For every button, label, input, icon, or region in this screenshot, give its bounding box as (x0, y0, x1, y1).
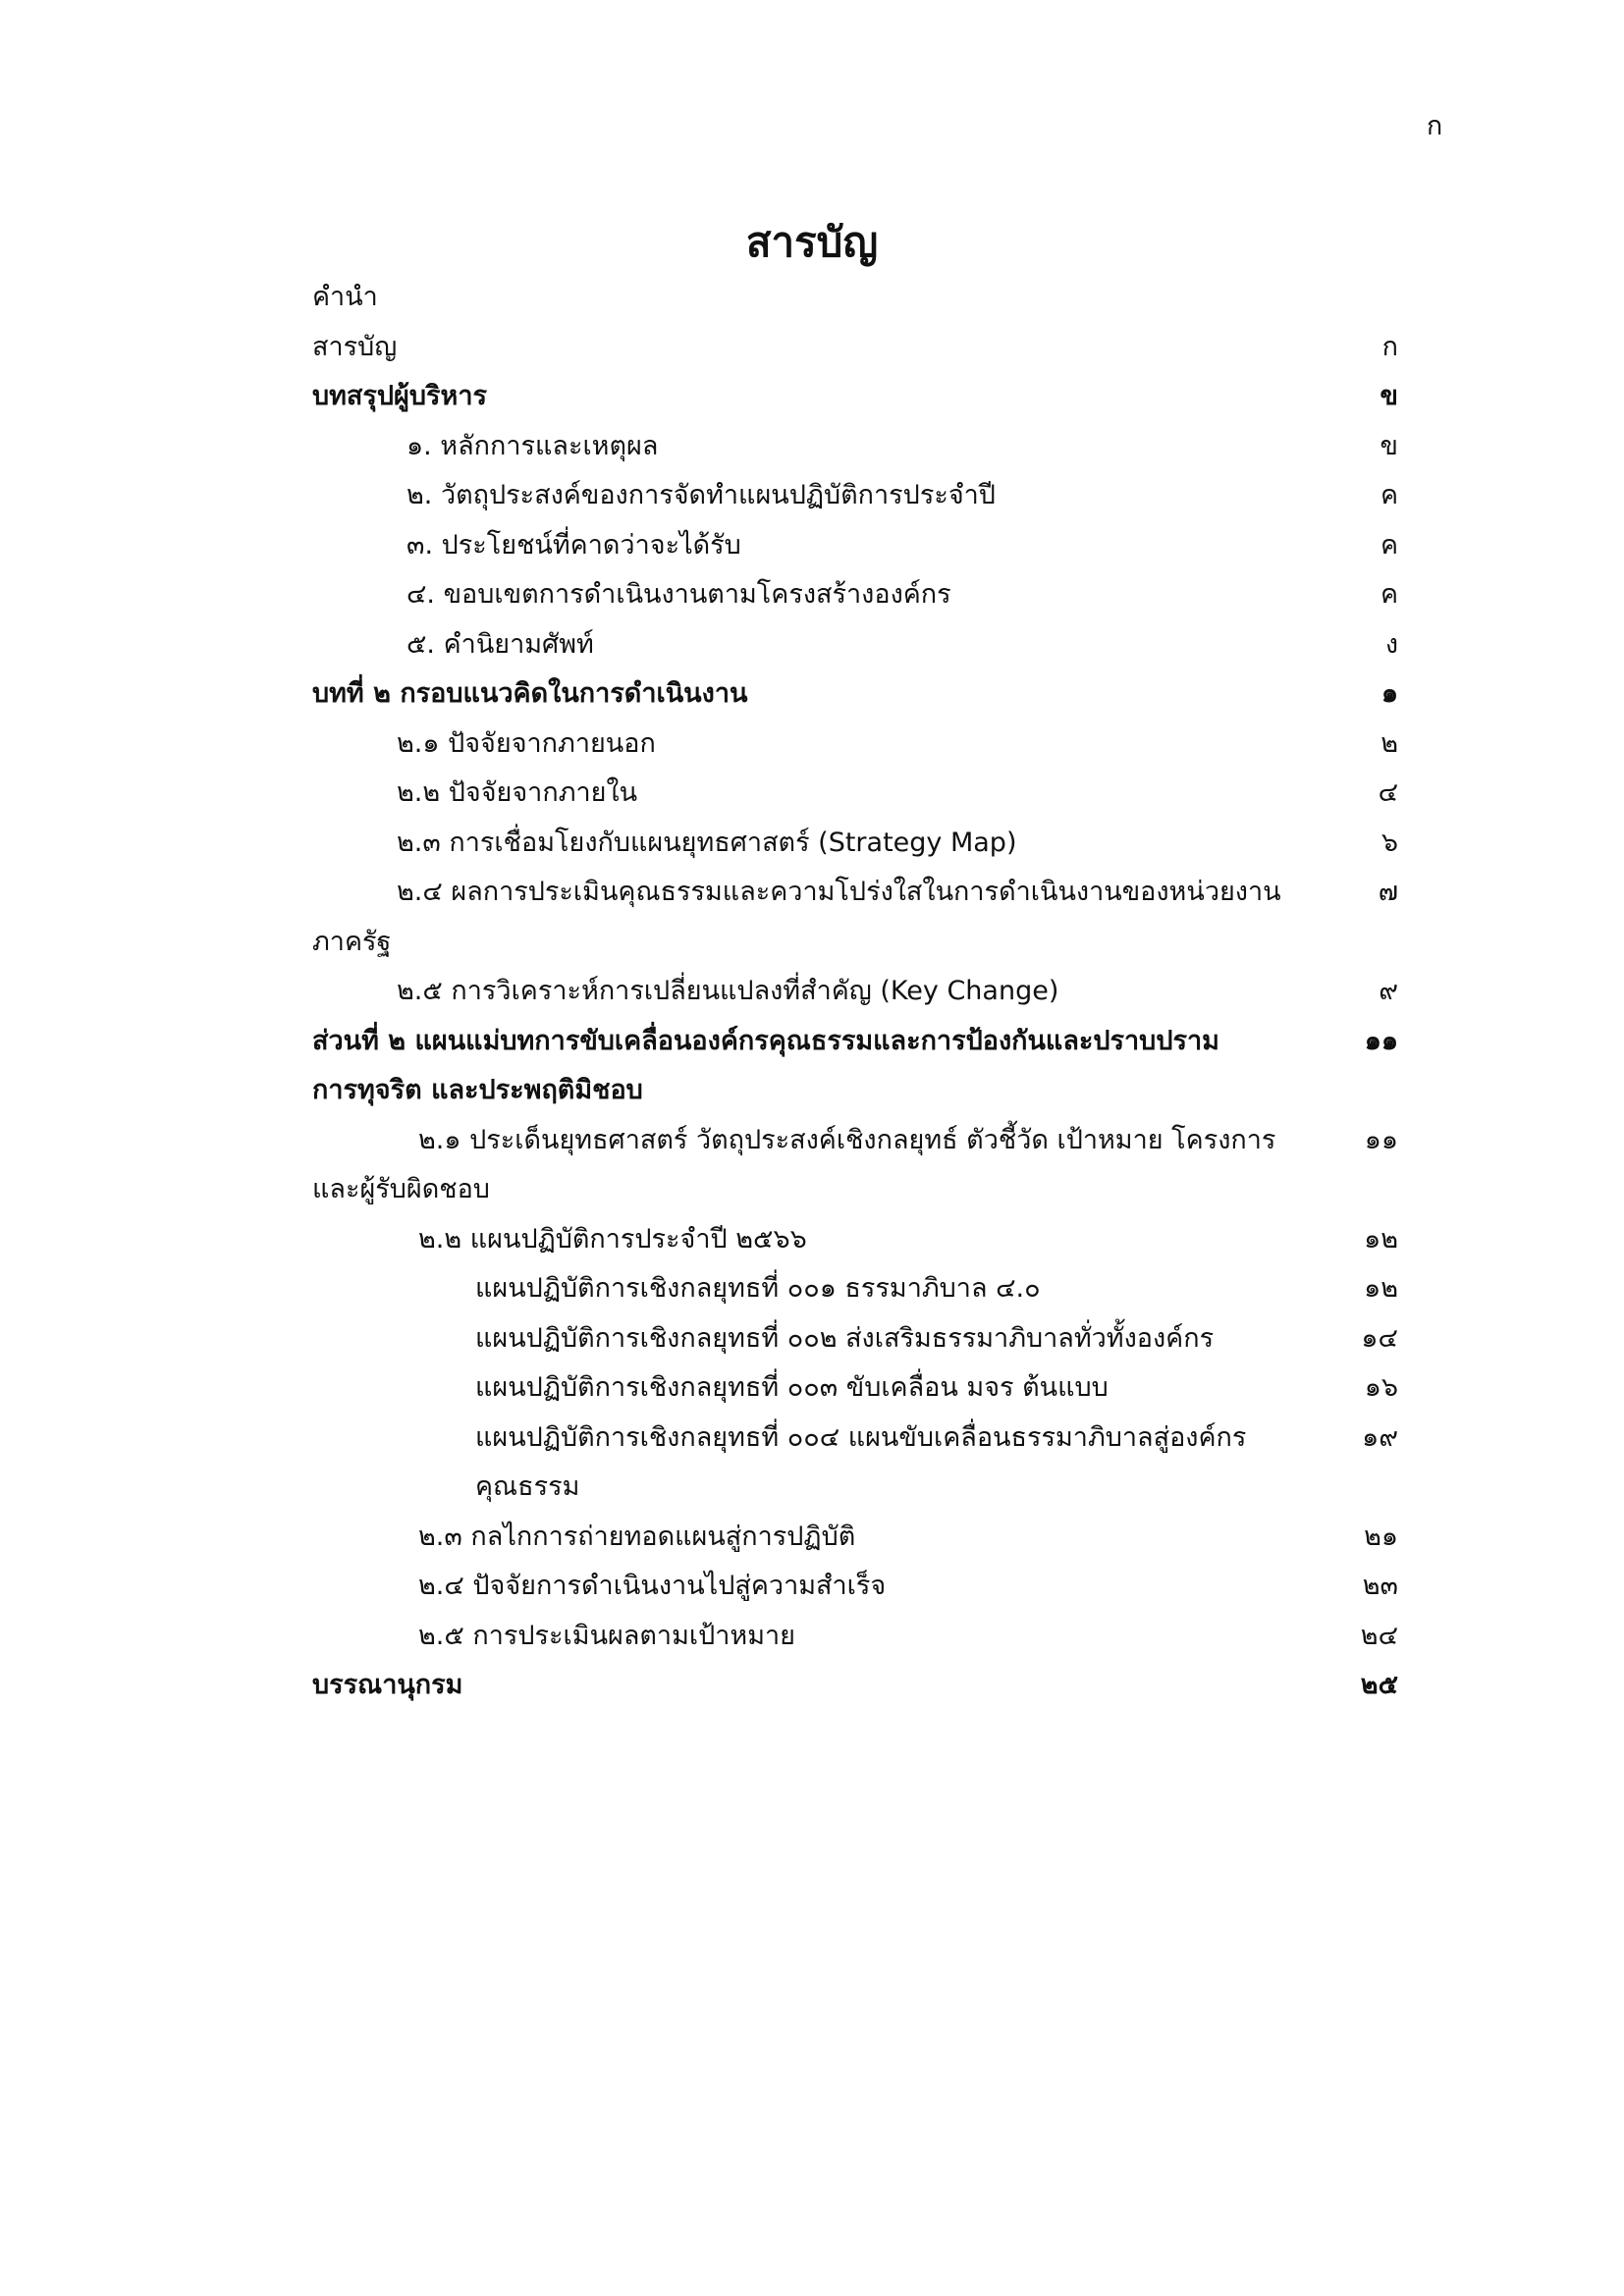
toc-entry-title: ๒.๒ แผนปฏิบัติการประจำปี ๒๕๖๖ (418, 1223, 807, 1255)
toc-entry-title: ๕. คำนิยามศัพท์ (406, 628, 594, 660)
table-of-contents (312, 273, 1398, 1711)
toc-entry-page: ๑ (1380, 678, 1398, 709)
toc-entry (312, 1215, 1398, 1265)
toc-entry-page: ๒๔ (1360, 1620, 1398, 1651)
toc-entry-title: ๒.๑ ประเด็นยุทธศาสตร์ วัตถุประสงค์เชิงกลยุทธ์ ตัวชี้วัด เป้าหมาย โครงการ (418, 1124, 1276, 1155)
page-title: สารบัญ (745, 218, 879, 266)
toc-entry-continuation (312, 1066, 1398, 1116)
toc-entry (312, 1562, 1398, 1612)
toc-entry (312, 1363, 1398, 1414)
toc-entry-title: ๓. ประโยชน์ที่คาดว่าจะได้รับ (406, 529, 741, 561)
toc-entry-title: แผนปฏิบัติการเชิงกลยุทธที่ ๐๐๓ ขับเคลื่อน มจร ต้นแบบ (475, 1372, 1109, 1403)
toc-entry (312, 521, 1398, 571)
toc-entry (312, 720, 1398, 770)
toc-entry (312, 868, 1398, 918)
toc-entry (312, 669, 1398, 720)
toc-entry-title: บรรณานุกรม (312, 1670, 463, 1700)
toc-entry (312, 422, 1398, 472)
toc-entry-title: บทสรุปผู้บริหาร (312, 381, 487, 411)
toc-entry-page: ๙ (1379, 976, 1398, 1006)
page-number: ก (1426, 111, 1443, 141)
toc-entry (312, 471, 1398, 521)
toc-entry-page: ๒๓ (1362, 1571, 1398, 1601)
toc-entry (312, 1612, 1398, 1662)
toc-entry-title: แผนปฏิบัติการเชิงกลยุทธที่ ๐๐๑ ธรรมาภิบาล ๔.๐ (475, 1273, 1041, 1304)
toc-entry-page: ก (1381, 331, 1398, 362)
toc-entry-title: ๒.๒ ปัจจัยจากภายใน (397, 777, 638, 808)
toc-entry (312, 1661, 1398, 1711)
toc-entry (312, 273, 1398, 323)
toc-entry-page: ๑๑ (1364, 1025, 1398, 1056)
toc-entry (312, 1017, 1398, 1067)
toc-entry (312, 1513, 1398, 1563)
toc-entry-page: ค (1380, 579, 1398, 610)
toc-entry-title-continued: และผู้รับผิดชอบ (312, 1174, 490, 1204)
toc-entry (312, 620, 1398, 670)
toc-entry-title: ๒.๔ ผลการประเมินคุณธรรมและความโปร่งใสในการดำเนินงานของหน่วยงาน (397, 877, 1281, 907)
toc-entry-page: ข (1380, 381, 1398, 411)
toc-entry-title: สารบัญ (312, 331, 398, 362)
toc-entry (312, 1116, 1398, 1166)
toc-entry-continuation (312, 1165, 1398, 1215)
toc-entry-page: ๒ (1380, 727, 1398, 759)
toc-entry-title: คำนำ (312, 282, 378, 312)
toc-entry-title: ๒.๓ กลไกการถ่ายทอดแผนสู่การปฏิบัติ (418, 1521, 856, 1552)
toc-entry (312, 570, 1398, 620)
toc-entry-page: ๑๙ (1362, 1421, 1398, 1453)
toc-entry-page: ค (1380, 480, 1398, 510)
toc-entry (312, 819, 1398, 869)
toc-entry (312, 1264, 1398, 1314)
toc-entry (312, 769, 1398, 819)
toc-entry-continuation (312, 918, 1398, 968)
toc-entry-page: ๑๒ (1364, 1273, 1398, 1304)
toc-entry-title: ๔. ขอบเขตการดำเนินงานตามโครงสร้างองค์กร (406, 579, 951, 610)
toc-entry-page: ข (1380, 430, 1398, 461)
toc-entry-page: ๗ (1378, 877, 1398, 907)
toc-entry-title: ๒.๔ ปัจจัยการดำเนินงานไปสู่ความสำเร็จ (418, 1571, 887, 1601)
toc-entry-page: ง (1384, 628, 1398, 660)
toc-entry (312, 1414, 1398, 1464)
toc-entry-title-continued: ภาครัฐ (312, 926, 392, 957)
toc-entry-title: ส่วนที่ ๒ แผนแม่บทการขับเคลื่อนองค์กรคุณธรรมและการป้องกันและปราบปราม (312, 1025, 1219, 1056)
toc-entry (312, 1314, 1398, 1364)
toc-entry-page: ๑๖ (1364, 1372, 1398, 1403)
toc-entry-page: ๔ (1378, 777, 1398, 808)
toc-entry-page: ๑๑ (1364, 1124, 1398, 1155)
toc-entry-title: ๒. วัตถุประสงค์ของการจัดทำแผนปฏิบัติการประจำปี (406, 480, 996, 510)
toc-entry-title: แผนปฏิบัติการเชิงกลยุทธที่ ๐๐๔ แผนขับเคลื่อนธรรมาภิบาลสู่องค์กร (475, 1421, 1247, 1453)
toc-entry-title: ๑. หลักการและเหตุผล (406, 430, 659, 461)
toc-entry-title: บทที่ ๒ กรอบแนวคิดในการดำเนินงาน (312, 678, 748, 709)
toc-entry-title: ๒.๑ ปัจจัยจากภายนอก (397, 727, 656, 759)
toc-entry (312, 967, 1398, 1017)
toc-entry-page: ๒๕ (1360, 1670, 1398, 1700)
toc-entry-page: ๑๒ (1364, 1223, 1398, 1255)
toc-entry-continuation (312, 1463, 1398, 1513)
toc-entry-title: แผนปฏิบัติการเชิงกลยุทธที่ ๐๐๒ ส่งเสริมธรรมาภิบาลทั่วทั้งองค์กร (475, 1322, 1215, 1354)
toc-entry-page: ๖ (1380, 827, 1398, 858)
toc-entry-page: ค (1380, 529, 1398, 561)
toc-entry-title-continued: การทุจริต และประพฤติมิชอบ (312, 1075, 643, 1105)
toc-entry-title: ๒.๕ การวิเคราะห์การเปลี่ยนแปลงที่สำคัญ (Key Change) (397, 976, 1059, 1006)
toc-entry (312, 323, 1398, 373)
toc-entry-title: ๒.๓ การเชื่อมโยงกับแผนยุทธศาสตร์ (Strategy Map) (397, 827, 1017, 858)
toc-entry-title-continued: คุณธรรม (475, 1471, 580, 1502)
toc-entry-page: ๒๑ (1364, 1521, 1398, 1552)
toc-entry-title: ๒.๕ การประเมินผลตามเป้าหมาย (418, 1620, 795, 1651)
toc-entry (312, 372, 1398, 422)
toc-entry-page: ๑๔ (1361, 1322, 1398, 1354)
